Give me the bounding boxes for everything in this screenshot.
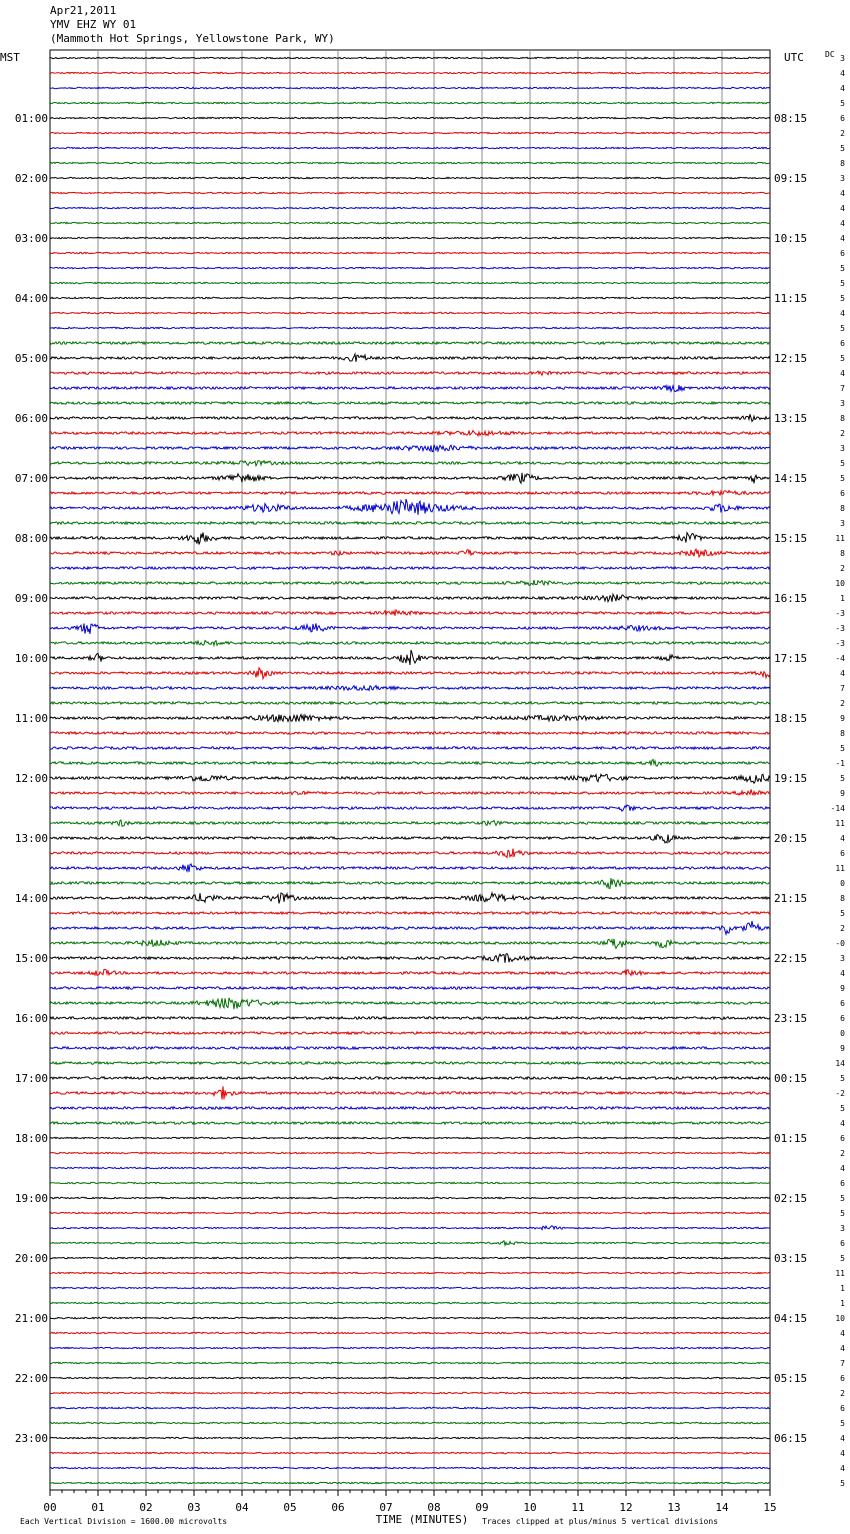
dc-offset-label: 9: [840, 1044, 845, 1053]
trace-line: [50, 461, 770, 466]
dc-offset-label: 9: [840, 984, 845, 993]
dc-offset-label: 10: [835, 1314, 845, 1323]
trace-line: [50, 747, 770, 749]
right-hour-label: 11:15: [774, 292, 808, 305]
dc-offset-label: 4: [840, 234, 845, 243]
dc-offset-label: 6: [840, 1374, 845, 1383]
x-tick-label: 07: [379, 1501, 393, 1514]
trace-line: [50, 1241, 770, 1245]
dc-offset-label: 3: [840, 399, 845, 408]
dc-offset-label: 9: [840, 789, 845, 798]
trace-line: [50, 805, 770, 811]
dc-offset-label: 5: [840, 1074, 845, 1083]
plot-date: Apr21,2011: [50, 4, 117, 17]
left-hour-label: 18:00: [14, 1132, 48, 1145]
dc-offset-label: 4: [840, 189, 845, 198]
trace-line: [50, 312, 770, 313]
seismic-traces: [50, 57, 770, 1483]
trace-line: [50, 1212, 770, 1213]
trace-line: [50, 668, 770, 679]
left-hour-label: 02:00: [14, 172, 48, 185]
trace-line: [50, 1272, 770, 1273]
station-location: (Mammoth Hot Springs, Yellowstone Park, WY): [50, 32, 335, 45]
right-hour-label: 20:15: [774, 832, 808, 845]
dc-offset-label: 1: [840, 1284, 845, 1293]
dc-offset-label: -14: [830, 804, 845, 813]
right-hour-label: 17:15: [774, 652, 808, 665]
dc-offset-label: 8: [840, 414, 845, 423]
trace-line: [50, 686, 770, 691]
dc-offset-label: 2: [840, 429, 845, 438]
trace-line: [50, 1302, 770, 1303]
right-hour-label: 02:15: [774, 1192, 808, 1205]
x-tick-label: 02: [139, 1501, 153, 1514]
dc-offset-label: 5: [840, 264, 845, 273]
trace-line: [50, 1407, 770, 1408]
trace-line: [50, 849, 770, 858]
right-hour-label: 10:15: [774, 232, 808, 245]
trace-line: [50, 371, 770, 375]
x-tick-label: 05: [283, 1501, 297, 1514]
trace-line: [50, 1107, 770, 1109]
left-hour-label: 19:00: [14, 1192, 48, 1205]
right-hour-label: 18:15: [774, 712, 808, 725]
dc-offset-label: 4: [840, 669, 845, 678]
x-tick-label: 10: [523, 1501, 537, 1514]
dc-offset-label: 3: [840, 954, 845, 963]
trace-line: [50, 499, 770, 515]
dc-offset-label: 11: [835, 864, 845, 873]
left-hour-label: 01:00: [14, 112, 48, 125]
right-hour-label: 12:15: [774, 352, 808, 365]
right-hour-label: 22:15: [774, 952, 808, 965]
dc-offset-label: 10: [835, 579, 845, 588]
dc-offset-label: 0: [840, 1029, 845, 1038]
left-hour-label: 10:00: [14, 652, 48, 665]
dc-offset-label: 4: [840, 1464, 845, 1473]
trace-line: [50, 567, 770, 569]
trace-line: [50, 1317, 770, 1318]
x-tick-label: 15: [763, 1501, 777, 1514]
dc-offset-label: 4: [840, 69, 845, 78]
trace-line: [50, 1226, 770, 1230]
left-hour-label: 09:00: [14, 592, 48, 605]
trace-line: [50, 1197, 770, 1198]
left-hour-label: 20:00: [14, 1252, 48, 1265]
trace-line: [50, 282, 770, 283]
x-tick-label: 09: [475, 1501, 489, 1514]
dc-offset-label: 6: [840, 249, 845, 258]
dc-offset-label: 2: [840, 699, 845, 708]
trace-line: [50, 102, 770, 103]
trace-line: [50, 354, 770, 362]
trace-line: [50, 580, 770, 585]
dc-offset-label: 4: [840, 1434, 845, 1443]
x-axis-title: TIME (MINUTES): [375, 1513, 469, 1526]
time-grid: [50, 50, 770, 1496]
dc-offset-label: 5: [840, 144, 845, 153]
dc-offset-label: 8: [840, 894, 845, 903]
trace-line: [50, 1077, 770, 1079]
left-hour-label: 21:00: [14, 1312, 48, 1325]
dc-offset-label: 5: [840, 1419, 845, 1428]
dc-offset-label: 5: [840, 1104, 845, 1113]
x-tick-label: 14: [715, 1501, 729, 1514]
x-tick-label: 13: [667, 1501, 681, 1514]
right-hour-label: 06:15: [774, 1432, 808, 1445]
dc-offset-label: -0: [835, 939, 845, 948]
dc-offset-label: 6: [840, 339, 845, 348]
dc-offset-label: 2: [840, 1149, 845, 1158]
dc-offset-label: 5: [840, 99, 845, 108]
trace-line: [50, 117, 770, 118]
dc-offset-label: 3: [840, 444, 845, 453]
dc-offset-label: 5: [840, 324, 845, 333]
trace-line: [50, 431, 770, 436]
dc-offset-label: 7: [840, 384, 845, 393]
dc-offset-label: 5: [840, 744, 845, 753]
right-timezone-label: UTC: [784, 51, 804, 64]
dc-offset-label: 6: [840, 999, 845, 1008]
dc-offset-label: 2: [840, 564, 845, 573]
trace-line: [50, 177, 770, 178]
trace-line: [50, 702, 770, 704]
dc-offset-label: 6: [840, 489, 845, 498]
dc-offset-label: 7: [840, 684, 845, 693]
dc-offset-label: -2: [835, 1089, 845, 1098]
trace-line: [50, 1467, 770, 1468]
trace-line: [50, 327, 770, 328]
trace-line: [50, 760, 770, 767]
right-hour-label: 01:15: [774, 1132, 808, 1145]
right-hour-label: 21:15: [774, 892, 808, 905]
dc-offset-label: -3: [835, 609, 845, 618]
dc-offset-label: 4: [840, 204, 845, 213]
dc-offset-label: 5: [840, 459, 845, 468]
trace-line: [50, 774, 770, 783]
trace-line: [50, 1257, 770, 1258]
right-hour-label: 16:15: [774, 592, 808, 605]
dc-offset-label: 4: [840, 219, 845, 228]
dc-offset-label: 4: [840, 309, 845, 318]
dc-offset-label: 2: [840, 129, 845, 138]
left-hour-label: 12:00: [14, 772, 48, 785]
trace-line: [50, 1086, 770, 1099]
dc-offset-label: 3: [840, 54, 845, 63]
trace-line: [50, 594, 770, 602]
dc-offset-label: 4: [840, 1119, 845, 1128]
trace-line: [50, 1032, 770, 1034]
trace-line: [50, 1362, 770, 1363]
dc-offset-label: 6: [840, 1239, 845, 1248]
x-tick-label: 12: [619, 1501, 633, 1514]
left-hour-label: 06:00: [14, 412, 48, 425]
trace-line: [50, 1422, 770, 1423]
dc-offset-label: 6: [840, 1179, 845, 1188]
trace-line: [50, 1287, 770, 1288]
trace-line: [50, 222, 770, 223]
trace-line: [50, 969, 770, 975]
dc-offset-label: 5: [840, 909, 845, 918]
dc-offset-label: 3: [840, 519, 845, 528]
trace-line: [50, 549, 770, 557]
trace-line: [50, 1137, 770, 1138]
dc-offset-label: 3: [840, 174, 845, 183]
x-tick-label: 04: [235, 1501, 249, 1514]
trace-line: [50, 1047, 770, 1049]
trace-line: [50, 473, 770, 484]
dc-offset-label: 4: [840, 834, 845, 843]
left-hour-label: 05:00: [14, 352, 48, 365]
axis-labels: [0, 50, 845, 1526]
right-hour-label: 09:15: [774, 172, 808, 185]
trace-line: [50, 893, 770, 904]
dc-offset-label: 9: [840, 714, 845, 723]
x-tick-label: 01: [91, 1501, 105, 1514]
dc-offset-label: 8: [840, 549, 845, 558]
dc-offset-label: 6: [840, 1404, 845, 1413]
trace-line: [50, 987, 770, 989]
trace-line: [50, 789, 770, 795]
trace-line: [50, 132, 770, 133]
trace-line: [50, 732, 770, 734]
dc-offset-label: 3: [840, 1224, 845, 1233]
left-hour-label: 07:00: [14, 472, 48, 485]
left-hour-label: 04:00: [14, 292, 48, 305]
right-hour-label: 23:15: [774, 1012, 808, 1025]
dc-offset-label: 4: [840, 969, 845, 978]
clipping-note: Traces clipped at plus/minus 5 vertical divisions: [482, 1517, 719, 1526]
trace-line: [50, 650, 770, 665]
dc-offset-label: 4: [840, 1344, 845, 1353]
trace-line: [50, 1452, 770, 1453]
trace-line: [50, 954, 770, 963]
dc-offset-label: 1: [840, 594, 845, 603]
dc-offset-label: 5: [840, 279, 845, 288]
dc-offset-label: 4: [840, 1449, 845, 1458]
dc-offset-label: 11: [835, 1269, 845, 1278]
right-hour-label: 13:15: [774, 412, 808, 425]
x-tick-label: 06: [331, 1501, 345, 1514]
dc-offset-label: 4: [840, 84, 845, 93]
trace-line: [50, 864, 770, 872]
left-hour-label: 03:00: [14, 232, 48, 245]
dc-offset-label: 14: [835, 1059, 845, 1068]
x-tick-label: 00: [43, 1501, 57, 1514]
left-hour-label: 23:00: [14, 1432, 48, 1445]
trace-line: [50, 522, 770, 524]
trace-line: [50, 147, 770, 148]
trace-line: [50, 1377, 770, 1378]
trace-line: [50, 385, 770, 391]
trace-line: [50, 1332, 770, 1333]
trace-line: [50, 912, 770, 914]
left-hour-label: 11:00: [14, 712, 48, 725]
left-hour-label: 14:00: [14, 892, 48, 905]
dc-offset-label: 11: [835, 819, 845, 828]
dc-offset-label: 5: [840, 474, 845, 483]
trace-line: [50, 402, 770, 404]
dc-offset-label: 6: [840, 849, 845, 858]
right-hour-label: 19:15: [774, 772, 808, 785]
trace-line: [50, 715, 770, 722]
dc-offset-label: 11: [835, 534, 845, 543]
trace-line: [50, 192, 770, 193]
dc-column-label: DC: [825, 50, 835, 59]
dc-offset-label: 1: [840, 1299, 845, 1308]
trace-line: [50, 1482, 770, 1483]
trace-line: [50, 252, 770, 253]
trace-line: [50, 342, 770, 344]
dc-offset-label: -4: [835, 654, 845, 663]
dc-offset-label: 5: [840, 774, 845, 783]
trace-line: [50, 835, 770, 843]
trace-line: [50, 1167, 770, 1168]
dc-offset-label: 5: [840, 354, 845, 363]
dc-offset-label: 2: [840, 1389, 845, 1398]
trace-line: [50, 445, 770, 452]
dc-offset-label: 5: [840, 294, 845, 303]
trace-line: [50, 297, 770, 298]
vertical-scale-note: Each Vertical Division = 1600.00 microvolts: [20, 1517, 228, 1526]
left-hour-label: 22:00: [14, 1372, 48, 1385]
trace-line: [50, 1122, 770, 1124]
trace-line: [50, 1062, 770, 1064]
left-hour-label: 16:00: [14, 1012, 48, 1025]
dc-offset-label: 6: [840, 1134, 845, 1143]
dc-offset-label: 6: [840, 1014, 845, 1023]
trace-line: [50, 1437, 770, 1438]
trace-line: [50, 878, 770, 888]
trace-line: [50, 610, 770, 616]
dc-offset-label: 4: [840, 1329, 845, 1338]
trace-line: [50, 490, 770, 495]
left-hour-label: 17:00: [14, 1072, 48, 1085]
left-hour-label: 15:00: [14, 952, 48, 965]
dc-offset-label: 0: [840, 879, 845, 888]
right-hour-label: 04:15: [774, 1312, 808, 1325]
dc-offset-label: 4: [840, 1164, 845, 1173]
trace-line: [50, 998, 770, 1009]
dc-offset-label: 5: [840, 1194, 845, 1203]
trace-line: [50, 162, 770, 163]
trace-line: [50, 87, 770, 88]
dc-offset-label: 5: [840, 1479, 845, 1488]
right-hour-label: 00:15: [774, 1072, 808, 1085]
dc-offset-label: 7: [840, 1359, 845, 1368]
dc-offset-label: -3: [835, 624, 845, 633]
dc-offset-label: 8: [840, 159, 845, 168]
right-hour-label: 14:15: [774, 472, 808, 485]
right-hour-label: 15:15: [774, 532, 808, 545]
trace-line: [50, 820, 770, 826]
right-hour-label: 08:15: [774, 112, 808, 125]
x-tick-label: 08: [427, 1501, 441, 1514]
dc-offset-label: 4: [840, 369, 845, 378]
trace-line: [50, 921, 770, 934]
dc-offset-label: 8: [840, 504, 845, 513]
left-hour-label: 08:00: [14, 532, 48, 545]
trace-line: [50, 1017, 770, 1019]
trace-line: [50, 1152, 770, 1153]
trace-line: [50, 267, 770, 268]
left-timezone-label: MST: [0, 51, 20, 64]
trace-line: [50, 1182, 770, 1183]
trace-line: [50, 414, 770, 421]
station-code: YMV EHZ WY 01: [50, 18, 137, 31]
dc-offset-label: 2: [840, 924, 845, 933]
dc-offset-label: -1: [835, 759, 845, 768]
left-hour-label: 13:00: [14, 832, 48, 845]
dc-offset-label: -3: [835, 639, 845, 648]
right-hour-label: 03:15: [774, 1252, 808, 1265]
trace-line: [50, 1347, 770, 1348]
trace-line: [50, 623, 770, 634]
trace-line: [50, 57, 770, 58]
trace-line: [50, 207, 770, 208]
dc-offset-label: 5: [840, 1209, 845, 1218]
trace-line: [50, 641, 770, 646]
trace-line: [50, 533, 770, 545]
dc-offset-label: 5: [840, 1254, 845, 1263]
trace-line: [50, 1392, 770, 1393]
dc-offset-label: 8: [840, 729, 845, 738]
x-tick-label: 03: [187, 1501, 201, 1514]
trace-line: [50, 72, 770, 73]
trace-line: [50, 939, 770, 948]
dc-offset-label: 6: [840, 114, 845, 123]
trace-line: [50, 237, 770, 238]
x-tick-label: 11: [571, 1501, 585, 1514]
right-hour-label: 05:15: [774, 1372, 808, 1385]
